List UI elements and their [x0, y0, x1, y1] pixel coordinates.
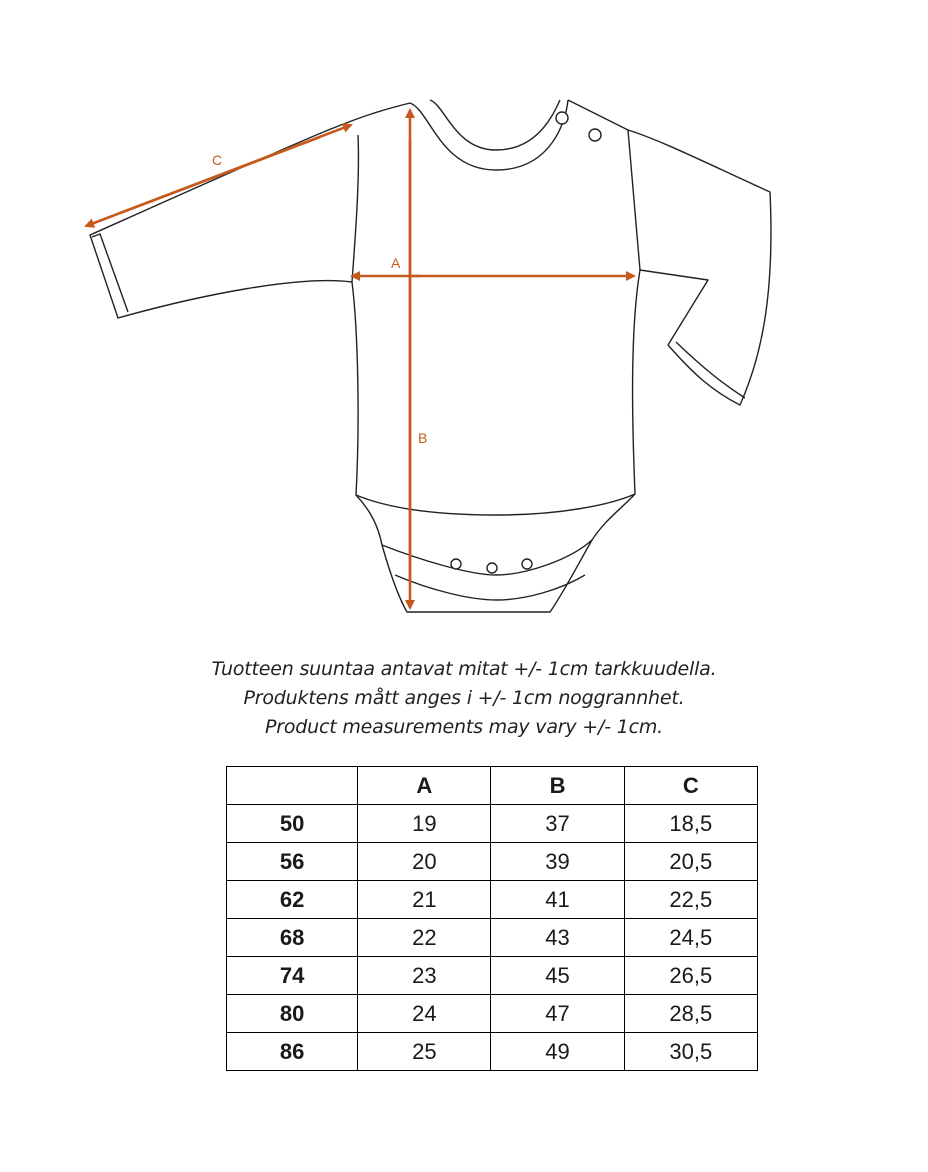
table-row: [227, 995, 758, 1033]
size-cell: 74: [227, 957, 358, 995]
size-table: [226, 766, 758, 1071]
size-cell: 68: [227, 919, 358, 957]
a-cell: 21: [358, 881, 491, 919]
a-cell: 22: [358, 919, 491, 957]
c-cell: 26,5: [624, 957, 757, 995]
a-cell: 23: [358, 957, 491, 995]
b-cell: 49: [491, 1033, 624, 1071]
c-cell: 18,5: [624, 805, 757, 843]
table-row: [227, 919, 758, 957]
caption-swedish: Produktens mått anges i +/- 1cm noggrannhet.: [243, 687, 685, 709]
size-cell: 50: [227, 805, 358, 843]
table-header-row: [227, 767, 758, 805]
size-cell: 62: [227, 881, 358, 919]
b-cell: 41: [491, 881, 624, 919]
table-row: [227, 957, 758, 995]
caption-english: Product measurements may vary +/- 1cm.: [265, 716, 663, 738]
b-cell: 37: [491, 805, 624, 843]
size-cell: 80: [227, 995, 358, 1033]
c-cell: 24,5: [624, 919, 757, 957]
c-cell: 20,5: [624, 843, 757, 881]
b-cell: 43: [491, 919, 624, 957]
header-b: B: [491, 767, 624, 805]
b-cell: 39: [491, 843, 624, 881]
c-cell: 28,5: [624, 995, 757, 1033]
label-c: C: [212, 152, 223, 168]
b-cell: 47: [491, 995, 624, 1033]
table-row: [227, 843, 758, 881]
a-cell: 25: [358, 1033, 491, 1071]
caption-finnish: Tuotteen suuntaa antavat mitat +/- 1cm tarkkuudella.: [211, 658, 717, 680]
table-row: [227, 881, 758, 919]
size-cell: 56: [227, 843, 358, 881]
c-cell: 22,5: [624, 881, 757, 919]
size-cell: 86: [227, 1033, 358, 1071]
bodysuit-outline: [90, 100, 771, 612]
header-size: [227, 767, 358, 805]
table-row: [227, 1033, 758, 1071]
c-cell: 30,5: [624, 1033, 757, 1071]
a-cell: 20: [358, 843, 491, 881]
a-cell: 24: [358, 995, 491, 1033]
header-a: A: [358, 767, 491, 805]
label-a: A: [391, 255, 401, 271]
snap-buttons: [451, 112, 601, 573]
dimension-arrows: [86, 110, 634, 608]
table-row: [227, 805, 758, 843]
label-b: B: [418, 430, 428, 446]
header-c: C: [624, 767, 757, 805]
a-cell: 19: [358, 805, 491, 843]
b-cell: 45: [491, 957, 624, 995]
